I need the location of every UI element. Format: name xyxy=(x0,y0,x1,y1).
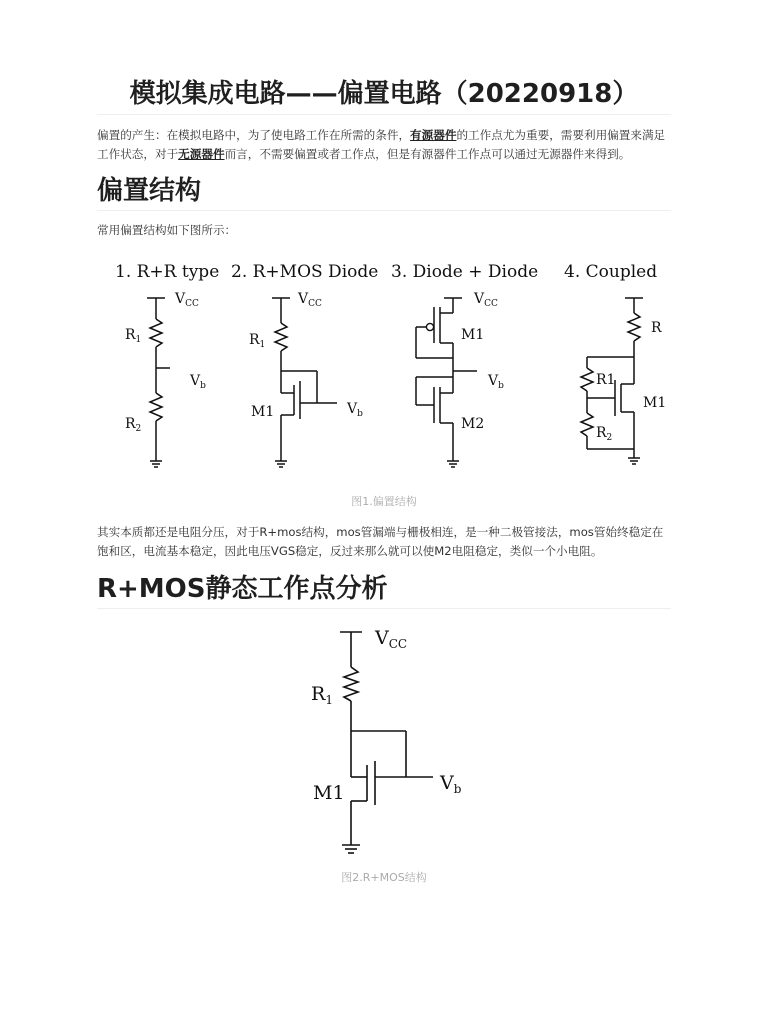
m2-label: M2 xyxy=(461,416,485,432)
vcc-label: $V_{CC}$ xyxy=(298,291,322,309)
m1-label: M1 xyxy=(313,782,345,804)
vcc-label: $V_{CC}$ xyxy=(474,291,498,309)
vcc-label: $V_{CC}$ xyxy=(175,291,199,309)
figure2-caption: 图2.R+MOS结构 xyxy=(341,871,427,884)
panel-title-rr: 1. R+R type xyxy=(115,262,220,282)
r2-label: $R_2$ xyxy=(125,416,142,434)
pmos-gate-bubble xyxy=(426,323,433,330)
r1-label: $R_1$ xyxy=(125,327,142,345)
r1-label: R1 xyxy=(596,372,616,388)
active-device-link[interactable]: 有源器件 xyxy=(410,128,457,142)
section-heading-rmos-analysis: R+MOS静态工作点分析 xyxy=(97,571,671,609)
figure1-caption: 图1.偏置结构 xyxy=(351,495,417,508)
vb-label: $V_b$ xyxy=(347,401,363,419)
r1-label: $R_1$ xyxy=(311,683,333,707)
figure1-wires xyxy=(147,298,643,467)
vb-label: $V_b$ xyxy=(488,373,504,391)
section1-body: 其实本质都还是电阻分压，对于R+mos结构，mos管漏端与栅极相连，是一种二极管接法，mos管始终稳定在饱和区，电流基本稳定，因此电压VGS稳定，反过来那么就可以使M2电阻稳定，类似一个小电阻。 xyxy=(97,525,664,558)
r1-label: $R_1$ xyxy=(249,332,266,350)
page-title: 模拟集成电路——偏置电路（20220918） xyxy=(97,76,671,115)
section1-lead: 常用偏置结构如下图所示： xyxy=(97,223,237,237)
panel-title-rmos: 2. R+MOS Diode xyxy=(231,262,379,282)
intro-text-2: 的工作点尤为重要，需要利用偏置来满足工作状态，对于 xyxy=(97,128,666,161)
vb-label: $V_b$ xyxy=(440,772,462,796)
panel-title-diode-diode: 3. Diode + Diode xyxy=(391,262,539,282)
passive-device-link[interactable]: 无源器件 xyxy=(178,147,225,161)
m1-label: M1 xyxy=(461,327,485,343)
r-label: R xyxy=(651,320,662,336)
panel-title-coupled: 4. Coupled xyxy=(564,262,658,282)
bias-structures-figure xyxy=(97,253,671,493)
vcc-label: $V_{CC}$ xyxy=(375,627,408,651)
intro-paragraph xyxy=(97,126,671,164)
section-heading-bias-structure: 偏置结构 xyxy=(97,173,671,211)
vb-label: $V_b$ xyxy=(190,373,206,391)
r2-label: $R_2$ xyxy=(596,425,613,443)
rmos-structure-figure xyxy=(97,619,671,869)
figure2-wires xyxy=(340,632,433,853)
m1-label: M1 xyxy=(251,404,275,420)
article xyxy=(97,70,671,885)
intro-text-1: 偏置的产生：在模拟电路中，为了使电路工作在所需的条件， xyxy=(97,128,411,142)
m1-label: M1 xyxy=(643,395,667,411)
intro-text-3: 而言，不需要偏置或者工作点，但是有源器件工作点可以通过无源器件来得到。 xyxy=(224,147,631,161)
